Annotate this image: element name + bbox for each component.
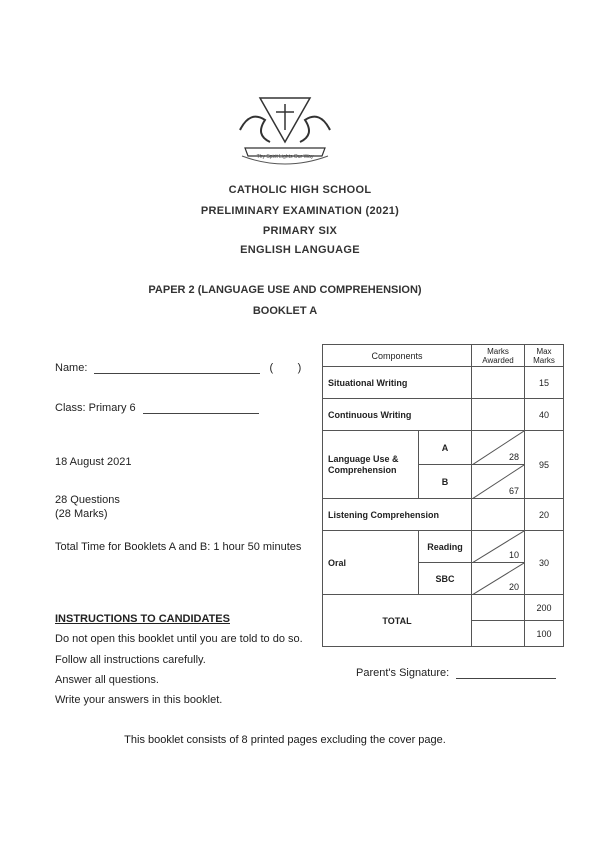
total-max-weighted: 100 (525, 621, 564, 647)
row-language-use: Language Use & Comprehension (323, 431, 419, 499)
oral-sbc-awarded[interactable] (472, 563, 525, 595)
situational-awarded[interactable] (472, 367, 525, 399)
row-total: TOTAL (323, 595, 472, 647)
page-count-note: This booklet consists of 8 printed pages excluding the cover page. (124, 734, 446, 746)
name-label: Name: (55, 362, 88, 374)
instruction-item: Write your answers in this booklet. (55, 694, 223, 706)
language-a-label: A (419, 431, 472, 465)
continuous-max: 40 (525, 399, 564, 431)
language-b-awarded[interactable] (472, 465, 525, 499)
row-continuous-writing: Continuous Writing (323, 399, 472, 431)
instruction-item: Follow all instructions carefully. (55, 654, 206, 666)
register-number-brackets: ( ) (269, 362, 302, 374)
header-max-marks: Max Marks (525, 345, 564, 367)
marks-table (322, 344, 564, 647)
row-listening: Listening Comprehension (323, 499, 472, 531)
language-b-max: 67 (508, 486, 519, 496)
school-crest-icon (230, 90, 340, 170)
situational-max: 15 (525, 367, 564, 399)
oral-reading-awarded[interactable] (472, 531, 525, 563)
booklet-title: BOOKLET A (252, 305, 318, 317)
total-max-raw: 200 (525, 595, 564, 621)
header-marks-awarded: Marks Awarded (472, 345, 525, 367)
total-awarded-raw[interactable] (472, 595, 525, 621)
oral-sbc-label: SBC (419, 563, 472, 595)
listening-max: 20 (525, 499, 564, 531)
oral-reading-max: 10 (508, 550, 519, 560)
class-field[interactable] (55, 402, 259, 414)
total-awarded-weighted[interactable] (472, 621, 525, 647)
exam-title: PRELIMINARY EXAMINATION (2021) (200, 205, 400, 217)
name-field[interactable] (55, 362, 301, 374)
class-label: Class: Primary 6 (55, 402, 136, 414)
instructions-heading: INSTRUCTIONS TO CANDIDATES (55, 613, 230, 625)
subject-title: ENGLISH LANGUAGE (240, 244, 360, 256)
parent-signature-field[interactable] (356, 667, 556, 679)
language-a-awarded[interactable] (472, 431, 525, 465)
time-allowed: Total Time for Booklets A and B: 1 hour 50 minutes (55, 541, 302, 553)
level-title: PRIMARY SIX (262, 225, 338, 237)
class-line[interactable] (143, 413, 259, 414)
row-oral: Oral (323, 531, 419, 595)
oral-sbc-max: 20 (508, 582, 519, 592)
parent-signature-line[interactable] (456, 678, 556, 679)
header-components: Components (323, 345, 472, 367)
language-b-label: B (419, 465, 472, 499)
total-marks: (28 Marks) (55, 508, 108, 520)
instruction-item: Answer all questions. (55, 674, 159, 686)
oral-max: 30 (525, 531, 564, 595)
paper-title: PAPER 2 (LANGUAGE USE AND COMPREHENSION) (148, 284, 422, 296)
instruction-item: Do not open this booklet until you are told to do so. (55, 633, 303, 645)
parent-signature-label: Parent's Signature: (356, 667, 450, 679)
school-name: CATHOLIC HIGH SCHOOL (228, 184, 372, 196)
listening-awarded[interactable] (472, 499, 525, 531)
question-count: 28 Questions (55, 494, 120, 506)
row-situational-writing: Situational Writing (323, 367, 472, 399)
name-line[interactable] (94, 373, 260, 374)
language-a-max: 28 (508, 452, 519, 462)
exam-date: 18 August 2021 (55, 456, 132, 468)
oral-reading-label: Reading (419, 531, 472, 563)
language-max: 95 (525, 431, 564, 499)
crest-motto: Thy Spirit Lights Our Way (256, 154, 314, 160)
continuous-awarded[interactable] (472, 399, 525, 431)
